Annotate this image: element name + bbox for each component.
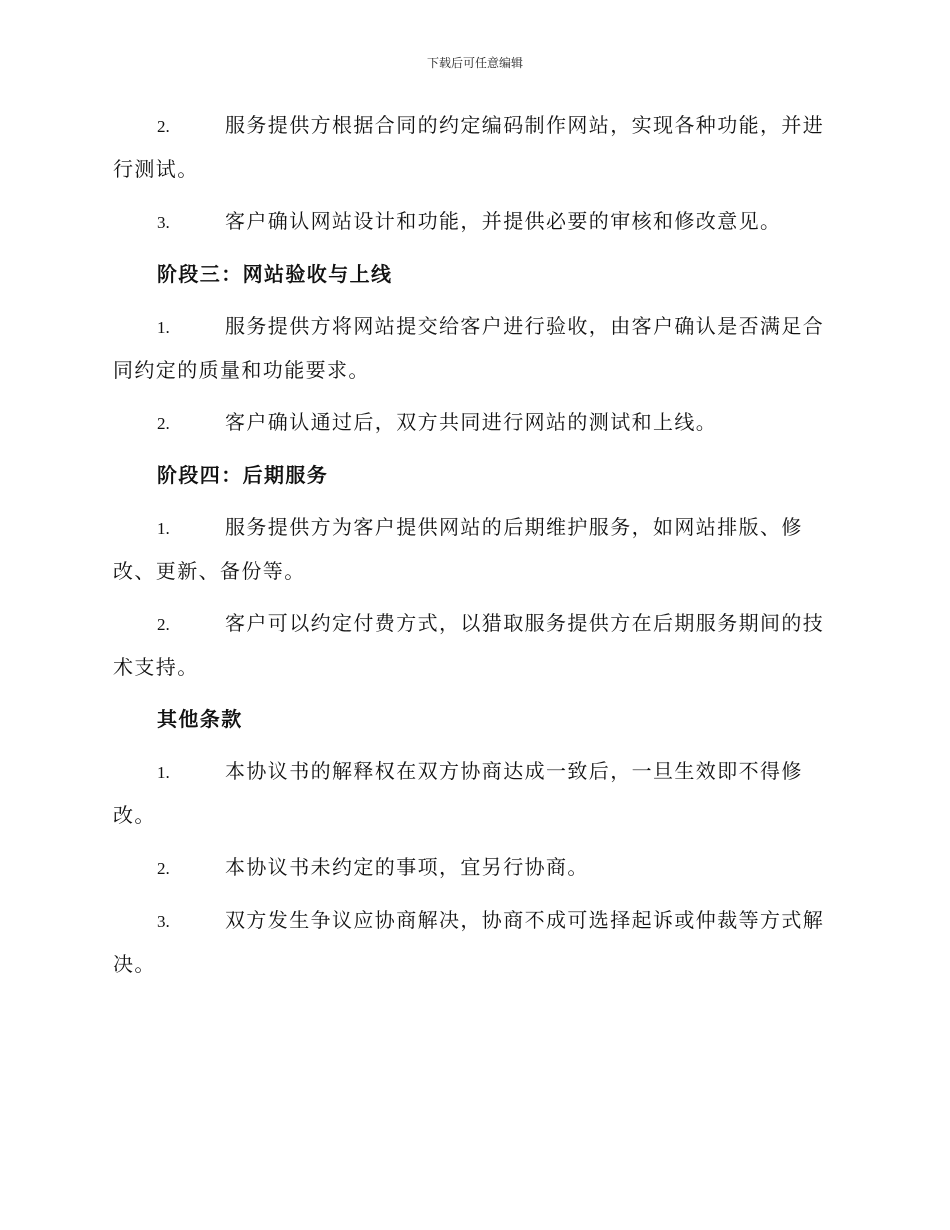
item-number: 2.	[157, 414, 170, 433]
list-item	[113, 401, 833, 445]
list-item	[113, 602, 833, 689]
item-text: 客户确认网站设计和功能，并提供必要的审核和修改意见。	[225, 209, 782, 233]
item-number: 2.	[157, 615, 170, 634]
item-text: 本协议书未约定的事项，宜另行协商。	[225, 855, 589, 879]
item-number: 2.	[157, 859, 170, 878]
list-item	[113, 200, 833, 244]
list-item	[113, 104, 833, 191]
list-item	[113, 506, 833, 593]
document-body	[113, 104, 833, 995]
section-heading-other-terms: 其他条款	[157, 707, 243, 731]
item-number: 1.	[157, 519, 170, 538]
list-item	[113, 899, 833, 986]
list-item	[113, 750, 833, 837]
item-text: 服务提供方将网站提交给客户进行验收，由客户确认是否满足合同约定的质量和功能要求。	[113, 314, 825, 382]
item-text: 双方发生争议应协商解决，协商不成可选择起诉或仲裁等方式解决。	[113, 908, 825, 976]
item-number: 1.	[157, 763, 170, 782]
list-item	[113, 305, 833, 392]
item-text: 客户确认通过后，双方共同进行网站的测试和上线。	[225, 410, 718, 434]
item-number: 1.	[157, 318, 170, 337]
item-text: 服务提供方为客户提供网站的后期维护服务，如网站排版、修改、更新、备份等。	[113, 515, 803, 583]
list-item	[113, 846, 833, 890]
item-number: 2.	[157, 117, 170, 136]
item-text: 服务提供方根据合同的约定编码制作网站，实现各种功能，并进行测试。	[113, 113, 825, 181]
item-number: 3.	[157, 912, 170, 931]
page-header: 下载后可任意编辑	[426, 56, 523, 70]
section-heading-stage-3: 阶段三：网站验收与上线	[157, 262, 393, 286]
item-number: 3.	[157, 213, 170, 232]
item-text: 本协议书的解释权在双方协商达成一致后，一旦生效即不得修改。	[113, 759, 803, 827]
item-text: 客户可以约定付费方式，以猎取服务提供方在后期服务期间的技术支持。	[113, 611, 825, 679]
section-heading-stage-4: 阶段四：后期服务	[157, 463, 329, 487]
